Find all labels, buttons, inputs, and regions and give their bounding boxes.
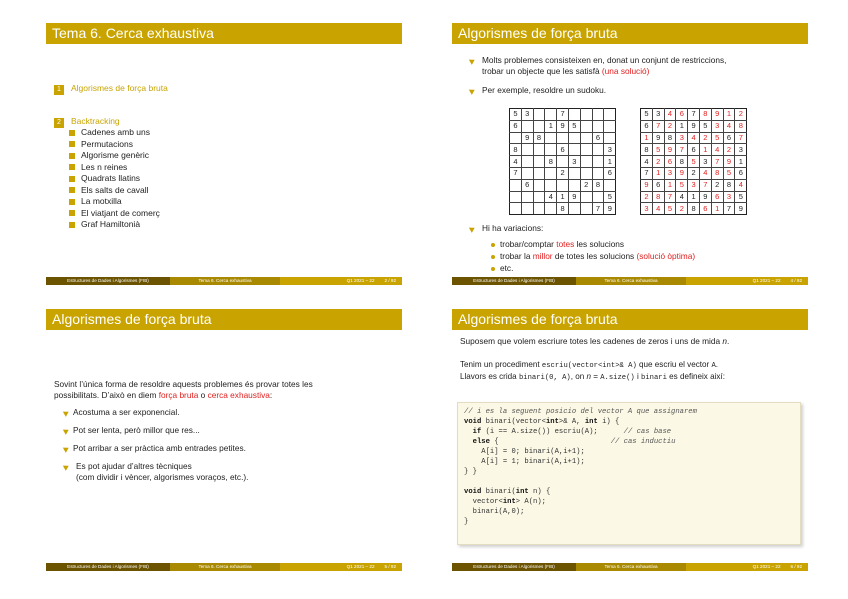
footer-topic: Tema 6. Cerca exhaustiva <box>170 277 280 285</box>
sudoku-cell: 5 <box>688 156 700 168</box>
sudoku-cell: 7 <box>652 120 664 132</box>
sudoku-cell: 4 <box>510 156 522 168</box>
sudoku-cell: 6 <box>735 167 747 179</box>
sudoku-cell <box>533 203 545 215</box>
sudoku-cell: 5 <box>652 144 664 156</box>
sudoku-cell <box>545 109 557 121</box>
sudoku-cell: 5 <box>604 191 616 203</box>
sudoku-cell: 8 <box>652 191 664 203</box>
sudoku-cell: 7 <box>664 191 676 203</box>
sudoku-cell: 1 <box>641 132 653 144</box>
sudoku-cell: 8 <box>557 203 569 215</box>
sudoku-cell: 9 <box>604 203 616 215</box>
sudoku-cell: 3 <box>688 179 700 191</box>
sudoku-row <box>510 156 616 168</box>
section-number: 1 <box>54 85 64 95</box>
footer-course: Estructures de Dades i Algorismes (FIB) <box>452 277 576 285</box>
toc-subitem[interactable]: Els salts de cavall <box>52 185 160 197</box>
sudoku-row <box>641 144 747 156</box>
sudoku-cell: 3 <box>676 132 688 144</box>
footer-page: 4 / 92 <box>790 278 802 283</box>
sudoku-cell <box>510 132 522 144</box>
sudoku-cell: 6 <box>664 156 676 168</box>
bullet-item: Per exemple, resoldre un sudoku. <box>470 85 606 96</box>
sudoku-cell: 1 <box>604 156 616 168</box>
sudoku-cell: 7 <box>688 109 700 121</box>
sudoku-cell: 3 <box>723 191 735 203</box>
triangle-bullet-icon <box>63 409 70 417</box>
sudoku-cell <box>510 203 522 215</box>
slide-title: Algorismes de força bruta <box>46 309 402 330</box>
sudoku-cell <box>604 120 616 132</box>
footer-topic: Tema 6. Cerca exhaustiva <box>576 277 686 285</box>
footer-page: 2 / 92 <box>384 278 396 283</box>
sudoku-cell: 7 <box>723 203 735 215</box>
sudoku-row <box>510 109 616 121</box>
sudoku-cell: 8 <box>735 120 747 132</box>
sudoku-cell <box>521 120 533 132</box>
sudoku-cell: 4 <box>545 191 557 203</box>
sudoku-cell: 2 <box>735 109 747 121</box>
sudoku-row <box>510 144 616 156</box>
sudoku-cell <box>545 167 557 179</box>
sudoku-cell: 5 <box>641 109 653 121</box>
sudoku-cell <box>557 179 569 191</box>
sudoku-cell: 1 <box>652 167 664 179</box>
sudoku-cell <box>580 167 592 179</box>
sudoku-cell: 6 <box>510 120 522 132</box>
slide-outline <box>46 23 402 285</box>
square-bullet-icon <box>69 222 75 228</box>
sudoku-cell: 8 <box>533 132 545 144</box>
sudoku-row <box>510 179 616 191</box>
sudoku-row <box>510 167 616 179</box>
sudoku-cell <box>592 120 604 132</box>
round-bullet-icon <box>491 267 495 271</box>
sudoku-cell: 9 <box>676 167 688 179</box>
sudoku-cell <box>580 191 592 203</box>
bullet-item: Acostuma a ser exponencial. <box>64 407 180 418</box>
sudoku-cell: 7 <box>676 144 688 156</box>
footer-info <box>686 563 808 571</box>
toc-subitems <box>52 127 160 231</box>
sudoku-cell: 1 <box>676 120 688 132</box>
slide-footer <box>46 563 402 571</box>
sudoku-cell <box>604 109 616 121</box>
bullet-item: Pot arribar a ser pràctica amb entrades petites. <box>64 443 246 454</box>
sudoku-row <box>510 203 616 215</box>
sudoku-cell <box>533 156 545 168</box>
sudoku-cell: 8 <box>676 156 688 168</box>
sudoku-cell: 9 <box>735 203 747 215</box>
sudoku-cell: 8 <box>545 156 557 168</box>
sudoku-cell: 9 <box>521 132 533 144</box>
bullet-item: Molts problemes consisteixen en, donat un conjunt de restriccions, trobar un objecte que les satisfà (una solució) <box>470 55 726 77</box>
sudoku-cell: 2 <box>723 144 735 156</box>
sudoku-cell: 5 <box>568 120 580 132</box>
sudoku-cell: 2 <box>557 167 569 179</box>
round-bullet-icon <box>491 255 495 259</box>
triangle-bullet-icon <box>469 225 476 233</box>
sudoku-cell: 4 <box>688 132 700 144</box>
sudoku-row <box>641 132 747 144</box>
sudoku-cell: 9 <box>568 191 580 203</box>
sudoku-cell: 6 <box>688 144 700 156</box>
sudoku-cell <box>521 203 533 215</box>
sudoku-cell <box>604 179 616 191</box>
sudoku-cell <box>580 156 592 168</box>
footer-info <box>280 277 402 285</box>
sudoku-cell <box>580 144 592 156</box>
toc-subitem[interactable]: Quadrats llatins <box>52 173 160 185</box>
sudoku-cell <box>568 109 580 121</box>
sudoku-cell: 5 <box>711 132 723 144</box>
sudoku-row <box>510 191 616 203</box>
sudoku-cell: 3 <box>521 109 533 121</box>
footer-date: Q1 2021 – 22 <box>752 564 781 569</box>
toc-subitem[interactable]: Permutacions <box>52 139 160 151</box>
code-comment: // i es la seguent posicio del vector A que assignarem <box>464 408 697 416</box>
intro-paragraph: Sovint l’única forma de resoldre aquests problemes és provar totes les possibilitats. D’això en diem força bruta o cerca exhaustiva: <box>54 379 313 400</box>
section-number: 2 <box>54 118 64 128</box>
sudoku-cell <box>580 203 592 215</box>
sudoku-cell: 1 <box>711 203 723 215</box>
square-bullet-icon <box>69 187 75 193</box>
sudoku-cell <box>592 167 604 179</box>
footer-date: Q1 2021 – 22 <box>346 278 375 283</box>
footer-date: Q1 2021 – 22 <box>752 278 781 283</box>
sudoku-cell: 6 <box>592 132 604 144</box>
footer-course: Estructures de Dades i Algorismes (FIB) <box>46 277 170 285</box>
sudoku-puzzle-grid <box>509 108 616 215</box>
sudoku-cell <box>592 144 604 156</box>
square-bullet-icon <box>69 176 75 182</box>
footer-info <box>280 563 402 571</box>
sudoku-cell: 9 <box>723 156 735 168</box>
toc-section-1[interactable] <box>54 83 168 95</box>
sudoku-cell <box>568 203 580 215</box>
sudoku-cell: 5 <box>699 120 711 132</box>
triangle-bullet-icon <box>63 445 70 453</box>
sudoku-cell: 9 <box>664 144 676 156</box>
sudoku-cell <box>545 144 557 156</box>
sudoku-cell <box>592 156 604 168</box>
sudoku-cell: 4 <box>676 191 688 203</box>
sudoku-cell <box>533 144 545 156</box>
sudoku-row <box>641 191 747 203</box>
sudoku-cell: 4 <box>735 179 747 191</box>
sudoku-cell: 9 <box>641 179 653 191</box>
sudoku-cell: 8 <box>510 144 522 156</box>
sudoku-cell: 3 <box>604 144 616 156</box>
sudoku-row <box>641 203 747 215</box>
sudoku-cell <box>592 191 604 203</box>
footer-page: 5 / 92 <box>384 564 396 569</box>
sudoku-cell: 2 <box>688 167 700 179</box>
sudoku-row <box>510 120 616 132</box>
sudoku-cell: 6 <box>676 109 688 121</box>
square-bullet-icon <box>69 130 75 136</box>
sudoku-cell: 2 <box>641 191 653 203</box>
section-label: Algorismes de força bruta <box>71 83 168 93</box>
toc-subitem[interactable]: La motxilla <box>52 196 160 208</box>
sudoku-cell: 8 <box>699 109 711 121</box>
sudoku-cell: 3 <box>711 120 723 132</box>
sudoku-cell: 2 <box>664 120 676 132</box>
sudoku-cell: 1 <box>664 179 676 191</box>
sudoku-cell <box>545 203 557 215</box>
slide-binary-strings <box>452 309 808 571</box>
triangle-bullet-icon <box>469 57 476 65</box>
sudoku-cell <box>521 191 533 203</box>
sudoku-cell: 8 <box>592 179 604 191</box>
sudoku-cell: 5 <box>735 191 747 203</box>
footer-page: 6 / 92 <box>790 564 802 569</box>
sudoku-cell <box>533 167 545 179</box>
sudoku-cell: 8 <box>664 132 676 144</box>
sudoku-cell: 8 <box>641 144 653 156</box>
sudoku-cell: 5 <box>676 179 688 191</box>
sudoku-cell <box>557 132 569 144</box>
sudoku-cell: 5 <box>664 203 676 215</box>
sudoku-cell: 5 <box>723 167 735 179</box>
bullet-item: Hi ha variacions: <box>470 223 543 234</box>
footer-course: Estructures de Dades i Algorismes (FIB) <box>46 563 170 571</box>
sudoku-cell: 1 <box>545 120 557 132</box>
sudoku-cell <box>580 109 592 121</box>
triangle-bullet-icon <box>63 427 70 435</box>
sudoku-cell: 1 <box>557 191 569 203</box>
sudoku-cell: 3 <box>652 109 664 121</box>
sudoku-cell <box>521 144 533 156</box>
sudoku-cell <box>533 109 545 121</box>
paragraph-line: Llavors es crida binari(0, A), on n = A.size() i binari es defineix així: <box>460 372 725 382</box>
sudoku-cell: 2 <box>676 203 688 215</box>
sudoku-cell: 4 <box>711 144 723 156</box>
sudoku-cell: 9 <box>688 120 700 132</box>
paragraph-line: Suposem que volem escriure totes les cadenes de zeros i uns de mida n. <box>460 336 730 346</box>
sub-bullet-item: etc. <box>491 263 513 274</box>
sudoku-cell <box>592 109 604 121</box>
sudoku-cell: 2 <box>652 156 664 168</box>
sudoku-cell <box>580 132 592 144</box>
sudoku-cell: 9 <box>699 191 711 203</box>
sudoku-cell: 3 <box>664 167 676 179</box>
sudoku-cell: 6 <box>699 203 711 215</box>
sudoku-cell: 1 <box>735 156 747 168</box>
sudoku-cell <box>533 120 545 132</box>
sudoku-cell: 7 <box>699 179 711 191</box>
sudoku-cell: 2 <box>699 132 711 144</box>
sudoku-row <box>641 179 747 191</box>
slide-footer <box>452 277 808 285</box>
sudoku-cell: 8 <box>688 203 700 215</box>
square-bullet-icon <box>69 164 75 170</box>
sudoku-cell: 6 <box>521 179 533 191</box>
slide-footer <box>46 277 402 285</box>
sudoku-row <box>641 109 747 121</box>
sudoku-cell: 9 <box>652 132 664 144</box>
sudoku-cell <box>521 156 533 168</box>
footer-date: Q1 2021 – 22 <box>346 564 375 569</box>
sudoku-cell <box>521 167 533 179</box>
sudoku-cell: 4 <box>699 167 711 179</box>
sudoku-cell: 3 <box>641 203 653 215</box>
sudoku-cell: 7 <box>641 167 653 179</box>
footer-course: Estructures de Dades i Algorismes (FIB) <box>452 563 576 571</box>
sudoku-cell: 7 <box>735 132 747 144</box>
sudoku-cell <box>568 132 580 144</box>
sudoku-cell: 8 <box>723 179 735 191</box>
bullet-item: Pot ser lenta, però millor que res... <box>64 425 200 436</box>
sudoku-cell <box>545 132 557 144</box>
bullet-item: Es pot ajudar d’altres tècniques (com dividir i vèncer, algorismes voraços, etc.). <box>64 461 248 483</box>
sudoku-cell <box>568 144 580 156</box>
sudoku-cell: 7 <box>557 109 569 121</box>
sudoku-cell: 6 <box>604 167 616 179</box>
sudoku-cell: 7 <box>711 156 723 168</box>
footer-topic: Tema 6. Cerca exhaustiva <box>170 563 280 571</box>
sudoku-cell: 4 <box>723 120 735 132</box>
sudoku-cell: 4 <box>664 109 676 121</box>
sudoku-solution-grid <box>640 108 747 215</box>
sudoku-cell: 4 <box>641 156 653 168</box>
footer-topic: Tema 6. Cerca exhaustiva <box>576 563 686 571</box>
sudoku-cell: 3 <box>699 156 711 168</box>
sudoku-cell: 5 <box>510 109 522 121</box>
sudoku-cell <box>604 132 616 144</box>
sudoku-cell <box>568 179 580 191</box>
triangle-bullet-icon <box>469 87 476 95</box>
square-bullet-icon <box>69 199 75 205</box>
footer-info <box>686 277 808 285</box>
sudoku-cell <box>545 179 557 191</box>
sudoku-row <box>641 156 747 168</box>
square-bullet-icon <box>69 210 75 216</box>
slide-title: Algorismes de força bruta <box>452 23 808 44</box>
sudoku-cell <box>510 191 522 203</box>
slide-title: Tema 6. Cerca exhaustiva <box>46 23 402 44</box>
slide-brute-force <box>46 309 402 571</box>
slide-footer <box>452 563 808 571</box>
toc-subitem[interactable]: Cadenes amb uns <box>52 127 160 139</box>
triangle-bullet-icon <box>63 463 70 471</box>
sudoku-cell: 4 <box>652 203 664 215</box>
sudoku-cell: 9 <box>711 109 723 121</box>
sudoku-cell: 3 <box>568 156 580 168</box>
sub-bullet-item: trobar/comptar totes les solucions <box>491 239 624 250</box>
sudoku-row <box>641 120 747 132</box>
code-block: // i es la seguent posicio del vector A que assignarem void binari(vector<int>& A, int i) { if (i == A.size()) escriu(A); // cas base else { // cas inductiu A[i] = 0; binari(A,i+1); A[i] = 1; binari(A,i+1); } } void binari(int n) { vector<int> A(n); binari(A,0); } <box>457 402 801 545</box>
sudoku-cell <box>557 156 569 168</box>
toc-subitem[interactable]: Graf Hamiltonià <box>52 219 160 231</box>
sudoku-cell: 7 <box>592 203 604 215</box>
toc-subitem[interactable]: El viatjant de comerç <box>52 208 160 220</box>
sudoku-row <box>510 132 616 144</box>
sudoku-cell: 3 <box>735 144 747 156</box>
sudoku-cell <box>568 167 580 179</box>
square-bullet-icon <box>69 153 75 159</box>
sudoku-cell: 6 <box>557 144 569 156</box>
sub-bullet-item: trobar la millor de totes les solucions (solució òptima) <box>491 251 695 262</box>
sudoku-cell: 6 <box>641 120 653 132</box>
round-bullet-icon <box>491 243 495 247</box>
paragraph-line: Tenim un procediment escriu(vector<int>& A) que escriu el vector A. <box>460 360 719 370</box>
toc-subitem[interactable]: Algorisme genèric <box>52 150 160 162</box>
sudoku-cell <box>533 191 545 203</box>
sudoku-cell: 1 <box>723 109 735 121</box>
sudoku-cell: 6 <box>652 179 664 191</box>
sudoku-cell: 1 <box>699 144 711 156</box>
sudoku-cell <box>533 179 545 191</box>
sudoku-cell <box>580 120 592 132</box>
sudoku-cell: 7 <box>510 167 522 179</box>
sudoku-cell: 2 <box>580 179 592 191</box>
sudoku-cell: 6 <box>723 132 735 144</box>
sudoku-cell: 6 <box>711 191 723 203</box>
slide-sudoku <box>452 23 808 285</box>
slide-title: Algorismes de força bruta <box>452 309 808 330</box>
sudoku-cell: 8 <box>711 167 723 179</box>
square-bullet-icon <box>69 141 75 147</box>
sudoku-cell: 2 <box>711 179 723 191</box>
section-label: Backtracking <box>71 116 120 126</box>
toc-subitem[interactable]: Les n reines <box>52 162 160 174</box>
sudoku-cell: 1 <box>688 191 700 203</box>
sudoku-row <box>641 167 747 179</box>
sudoku-cell <box>510 179 522 191</box>
sudoku-cell: 9 <box>557 120 569 132</box>
